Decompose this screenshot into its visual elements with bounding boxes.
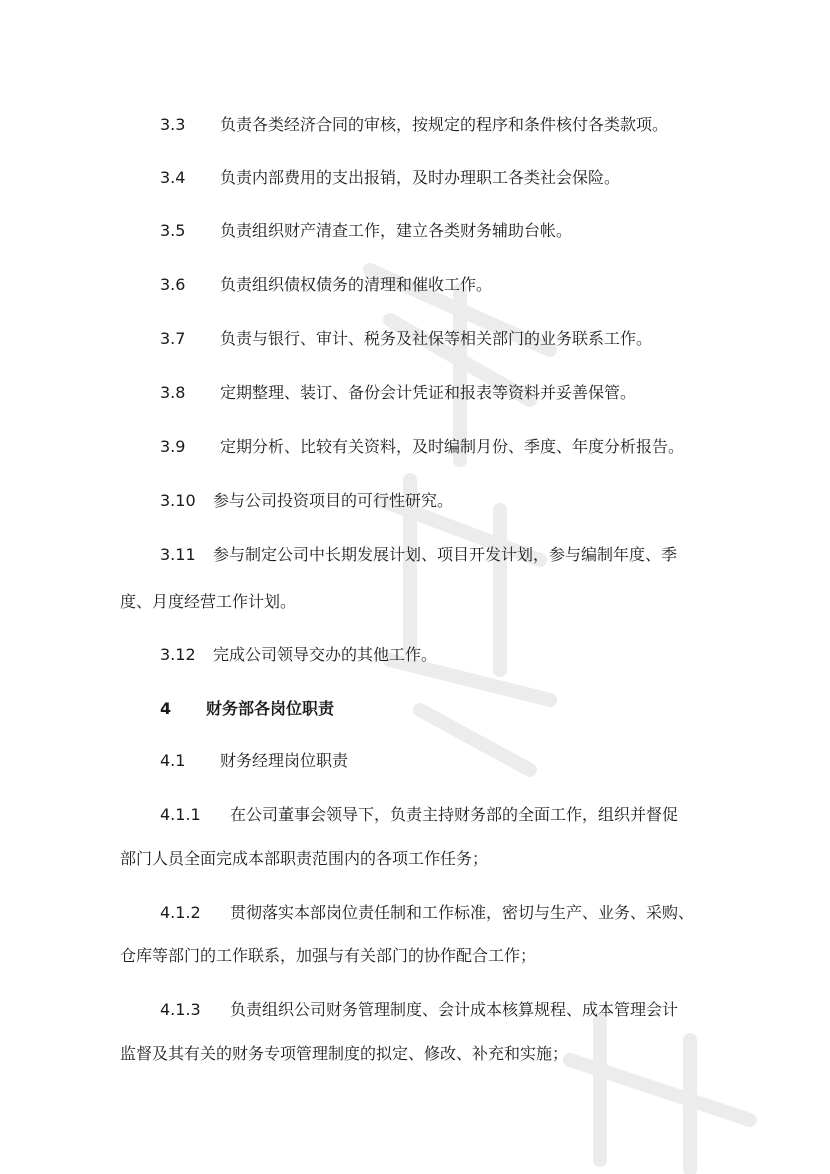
item-number: 3.8 <box>160 383 186 402</box>
item-number: 3.11 <box>160 545 196 564</box>
item-text: 完成公司领导交办的其他工作。 <box>213 645 438 664</box>
item-number: 3.6 <box>160 275 186 294</box>
item-number: 3.10 <box>160 491 196 510</box>
subitem-number: 4.1.1 <box>160 805 201 824</box>
subitem-number: 4.1.3 <box>160 1000 201 1019</box>
watermark-bottom-icon <box>540 1000 780 1174</box>
item-text-continuation: 度、月度经营工作计划。 <box>120 592 297 611</box>
subsection-title: 财务经理岗位职责 <box>220 751 349 770</box>
item-number: 3.5 <box>160 221 186 240</box>
subitem-text-continuation: 部门人员全面完成本部职责范围内的各项工作任务； <box>120 849 489 868</box>
item-text: 定期整理、装订、备份会计凭证和报表等资料并妥善保管。 <box>220 383 637 402</box>
subitem-text: 负责组织公司财务管理制度、会计成本核算规程、成本管理会计 <box>230 1000 679 1019</box>
item-number: 3.4 <box>160 168 186 187</box>
subitem-text: 贯彻落实本部岗位责任制和工作标准，密切与生产、业务、采购、 <box>230 903 695 922</box>
item-text: 参与公司投资项目的可行性研究。 <box>213 491 454 510</box>
section-number: 4 <box>160 699 172 718</box>
item-number: 3.7 <box>160 329 186 348</box>
item-number: 3.12 <box>160 645 196 664</box>
subsection-number: 4.1 <box>160 751 186 770</box>
item-text: 负责组织债权债务的清理和催收工作。 <box>220 275 493 294</box>
item-text: 定期分析、比较有关资料，及时编制月份、季度、年度分析报告。 <box>220 437 685 456</box>
subitem-number: 4.1.2 <box>160 903 201 922</box>
item-text: 负责内部费用的支出报销，及时办理职工各类社会保险。 <box>220 168 621 187</box>
item-text: 参与制定公司中长期发展计划、项目开发计划，参与编制年度、季 <box>213 545 678 564</box>
item-number: 3.3 <box>160 115 186 134</box>
section-title: 财务部各岗位职责 <box>206 699 335 718</box>
item-text: 负责与银行、审计、税务及社保等相关部门的业务联系工作。 <box>220 329 653 348</box>
item-number: 3.9 <box>160 437 186 456</box>
subitem-text: 在公司董事会领导下，负责主持财务部的全面工作，组织并督促 <box>230 805 679 824</box>
item-text: 负责组织财产清查工作，建立各类财务辅助台帐。 <box>220 221 573 240</box>
item-text: 负责各类经济合同的审核，按规定的程序和条件核付各类款项。 <box>220 115 669 134</box>
subitem-text-continuation: 监督及其有关的财务专项管理制度的拟定、修改、补充和实施； <box>120 1044 569 1063</box>
subitem-text-continuation: 仓库等部门的工作联系，加强与有关部门的协作配合工作； <box>120 946 537 965</box>
